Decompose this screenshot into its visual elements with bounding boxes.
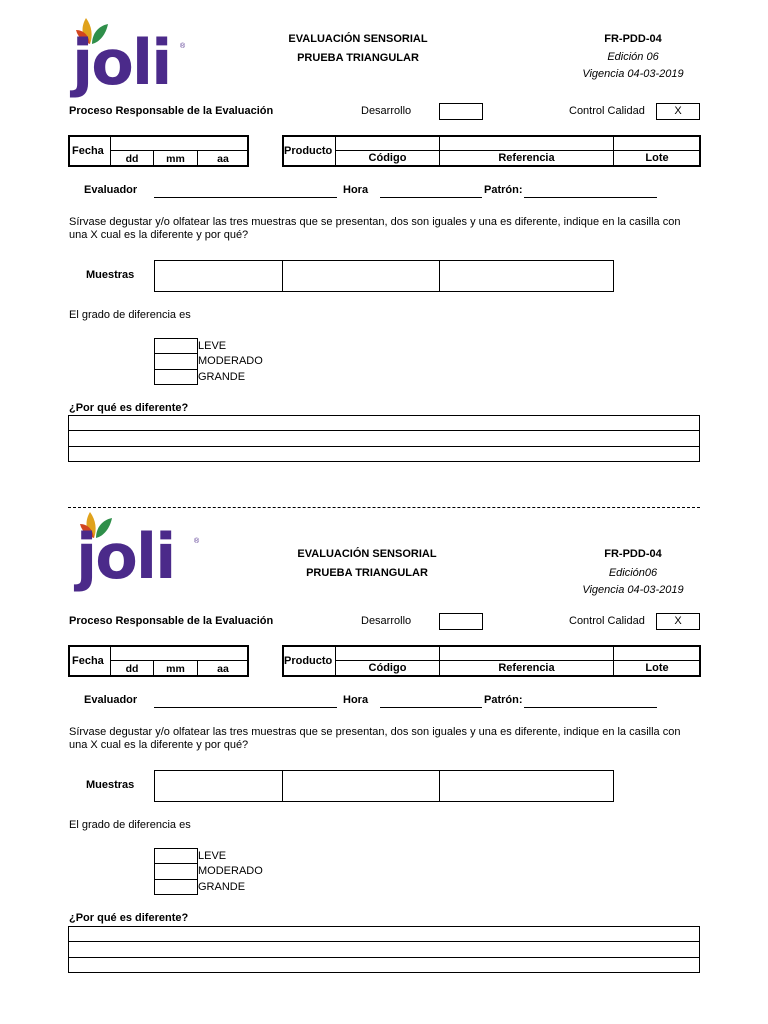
quality-checkbox[interactable]: X	[656, 103, 700, 120]
year-label: aa	[217, 663, 229, 675]
instruction-line-2: una X cual es la diferente y por qué?	[69, 229, 249, 241]
degree-checkbox-moderado[interactable]	[154, 353, 198, 370]
process-label: Proceso Responsable de la Evaluación	[69, 615, 274, 627]
month-label: mm	[166, 153, 185, 165]
time-label: Hora	[343, 184, 369, 196]
joli-logo	[70, 16, 200, 100]
product-lot-field[interactable]	[614, 646, 700, 660]
month-field[interactable]	[154, 646, 197, 660]
date-label: Fecha	[72, 145, 104, 157]
development-label: Desarrollo	[361, 105, 412, 117]
evaluator-label: Evaluador	[84, 184, 138, 196]
code-label: Código	[368, 662, 407, 674]
lot-label: Lote	[645, 152, 669, 164]
form-title: EVALUACIÓN SENSORIAL	[297, 548, 437, 560]
brand-wordmark: joli	[72, 26, 171, 99]
day-field[interactable]	[111, 646, 153, 660]
development-label: Desarrollo	[361, 615, 412, 627]
degree-checkbox-moderado[interactable]	[154, 863, 198, 880]
evaluator-field[interactable]	[154, 197, 337, 198]
degree-label: El grado de diferencia es	[69, 309, 191, 321]
why-line-1[interactable]	[68, 415, 700, 431]
time-field[interactable]	[380, 197, 482, 198]
degree-checkbox-grande[interactable]	[154, 369, 198, 385]
day-label: dd	[125, 663, 139, 675]
samples-label: Muestras	[86, 269, 135, 281]
sample-box-3[interactable]	[439, 260, 614, 292]
process-label: Proceso Responsable de la Evaluación	[69, 105, 274, 117]
degree-label: El grado de diferencia es	[69, 819, 191, 831]
registered-mark: ®	[180, 43, 186, 50]
evaluation-form-2	[0, 510, 768, 1010]
degree-checkbox-leve[interactable]	[154, 848, 198, 864]
degree-option-leve: LEVE	[198, 340, 227, 352]
development-checkbox[interactable]	[439, 103, 483, 120]
form-validity: Vigencia 04-03-2019	[582, 584, 684, 596]
form-title: EVALUACIÓN SENSORIAL	[288, 33, 428, 45]
sample-box-2[interactable]	[282, 260, 440, 292]
degree-option-moderado: MODERADO	[198, 865, 263, 877]
quality-checkbox[interactable]: X	[656, 613, 700, 630]
pattern-label: Patrón:	[484, 694, 523, 706]
joli-logo	[74, 510, 204, 600]
degree-option-leve: LEVE	[198, 850, 227, 862]
evaluator-field[interactable]	[154, 707, 337, 708]
product-lot-field[interactable]	[614, 136, 700, 150]
instruction-line-2: una X cual es la diferente y por qué?	[69, 739, 249, 751]
product-label: Producto	[284, 145, 333, 157]
month-field[interactable]	[154, 136, 197, 150]
quality-label: Control Calidad	[569, 105, 645, 117]
form-edition: Edición 06	[607, 51, 659, 63]
sample-box-1[interactable]	[154, 260, 283, 292]
product-reference-field[interactable]	[440, 646, 613, 660]
pattern-field[interactable]	[524, 197, 657, 198]
product-code-field[interactable]	[336, 136, 439, 150]
why-label: ¿Por qué es diferente?	[69, 912, 189, 924]
date-label: Fecha	[72, 655, 104, 667]
time-label: Hora	[343, 694, 369, 706]
form-validity: Vigencia 04-03-2019	[582, 68, 684, 80]
samples-label: Muestras	[86, 779, 135, 791]
year-field[interactable]	[198, 136, 248, 150]
quality-label: Control Calidad	[569, 615, 645, 627]
sample-box-2[interactable]	[282, 770, 440, 802]
brand-wordmark: joli	[76, 520, 175, 593]
form-subtitle: PRUEBA TRIANGULAR	[306, 567, 428, 579]
cut-line	[68, 507, 700, 508]
why-line-3[interactable]	[68, 446, 700, 462]
degree-option-grande: GRANDE	[198, 881, 246, 893]
sample-box-1[interactable]	[154, 770, 283, 802]
reference-label: Referencia	[498, 152, 555, 164]
year-field[interactable]	[198, 646, 248, 660]
why-line-1[interactable]	[68, 926, 700, 942]
product-reference-field[interactable]	[440, 136, 613, 150]
evaluator-label: Evaluador	[84, 694, 138, 706]
form-code: FR-PDD-04	[604, 548, 662, 560]
product-code-field[interactable]	[336, 646, 439, 660]
why-line-3[interactable]	[68, 957, 700, 973]
sample-box-3[interactable]	[439, 770, 614, 802]
why-line-2[interactable]	[68, 430, 700, 447]
month-label: mm	[166, 663, 185, 675]
lot-label: Lote	[645, 662, 669, 674]
form-code: FR-PDD-04	[604, 33, 662, 45]
form-subtitle: PRUEBA TRIANGULAR	[297, 52, 419, 64]
pattern-label: Patrón:	[484, 184, 523, 196]
form-edition: Edición06	[608, 567, 658, 579]
instruction-line-1: Sírvase degustar y/o olfatear las tres muestras que se presentan, dos son iguales y una es diferente, indique en la casilla con	[69, 216, 681, 228]
product-label: Producto	[284, 655, 333, 667]
code-label: Código	[368, 152, 407, 164]
reference-label: Referencia	[498, 662, 555, 674]
pattern-field[interactable]	[524, 707, 657, 708]
degree-checkbox-leve[interactable]	[154, 338, 198, 354]
instruction-line-1: Sírvase degustar y/o olfatear las tres muestras que se presentan, dos son iguales y una es diferente, indique en la casilla con	[69, 726, 681, 738]
day-label: dd	[125, 153, 139, 165]
time-field[interactable]	[380, 707, 482, 708]
evaluation-form-1	[0, 0, 768, 500]
why-line-2[interactable]	[68, 941, 700, 958]
degree-option-grande: GRANDE	[198, 371, 246, 383]
day-field[interactable]	[111, 136, 153, 150]
year-label: aa	[217, 153, 229, 165]
registered-mark: ®	[194, 538, 200, 545]
development-checkbox[interactable]	[439, 613, 483, 630]
degree-checkbox-grande[interactable]	[154, 879, 198, 895]
why-label: ¿Por qué es diferente?	[69, 402, 189, 414]
degree-option-moderado: MODERADO	[198, 355, 263, 367]
